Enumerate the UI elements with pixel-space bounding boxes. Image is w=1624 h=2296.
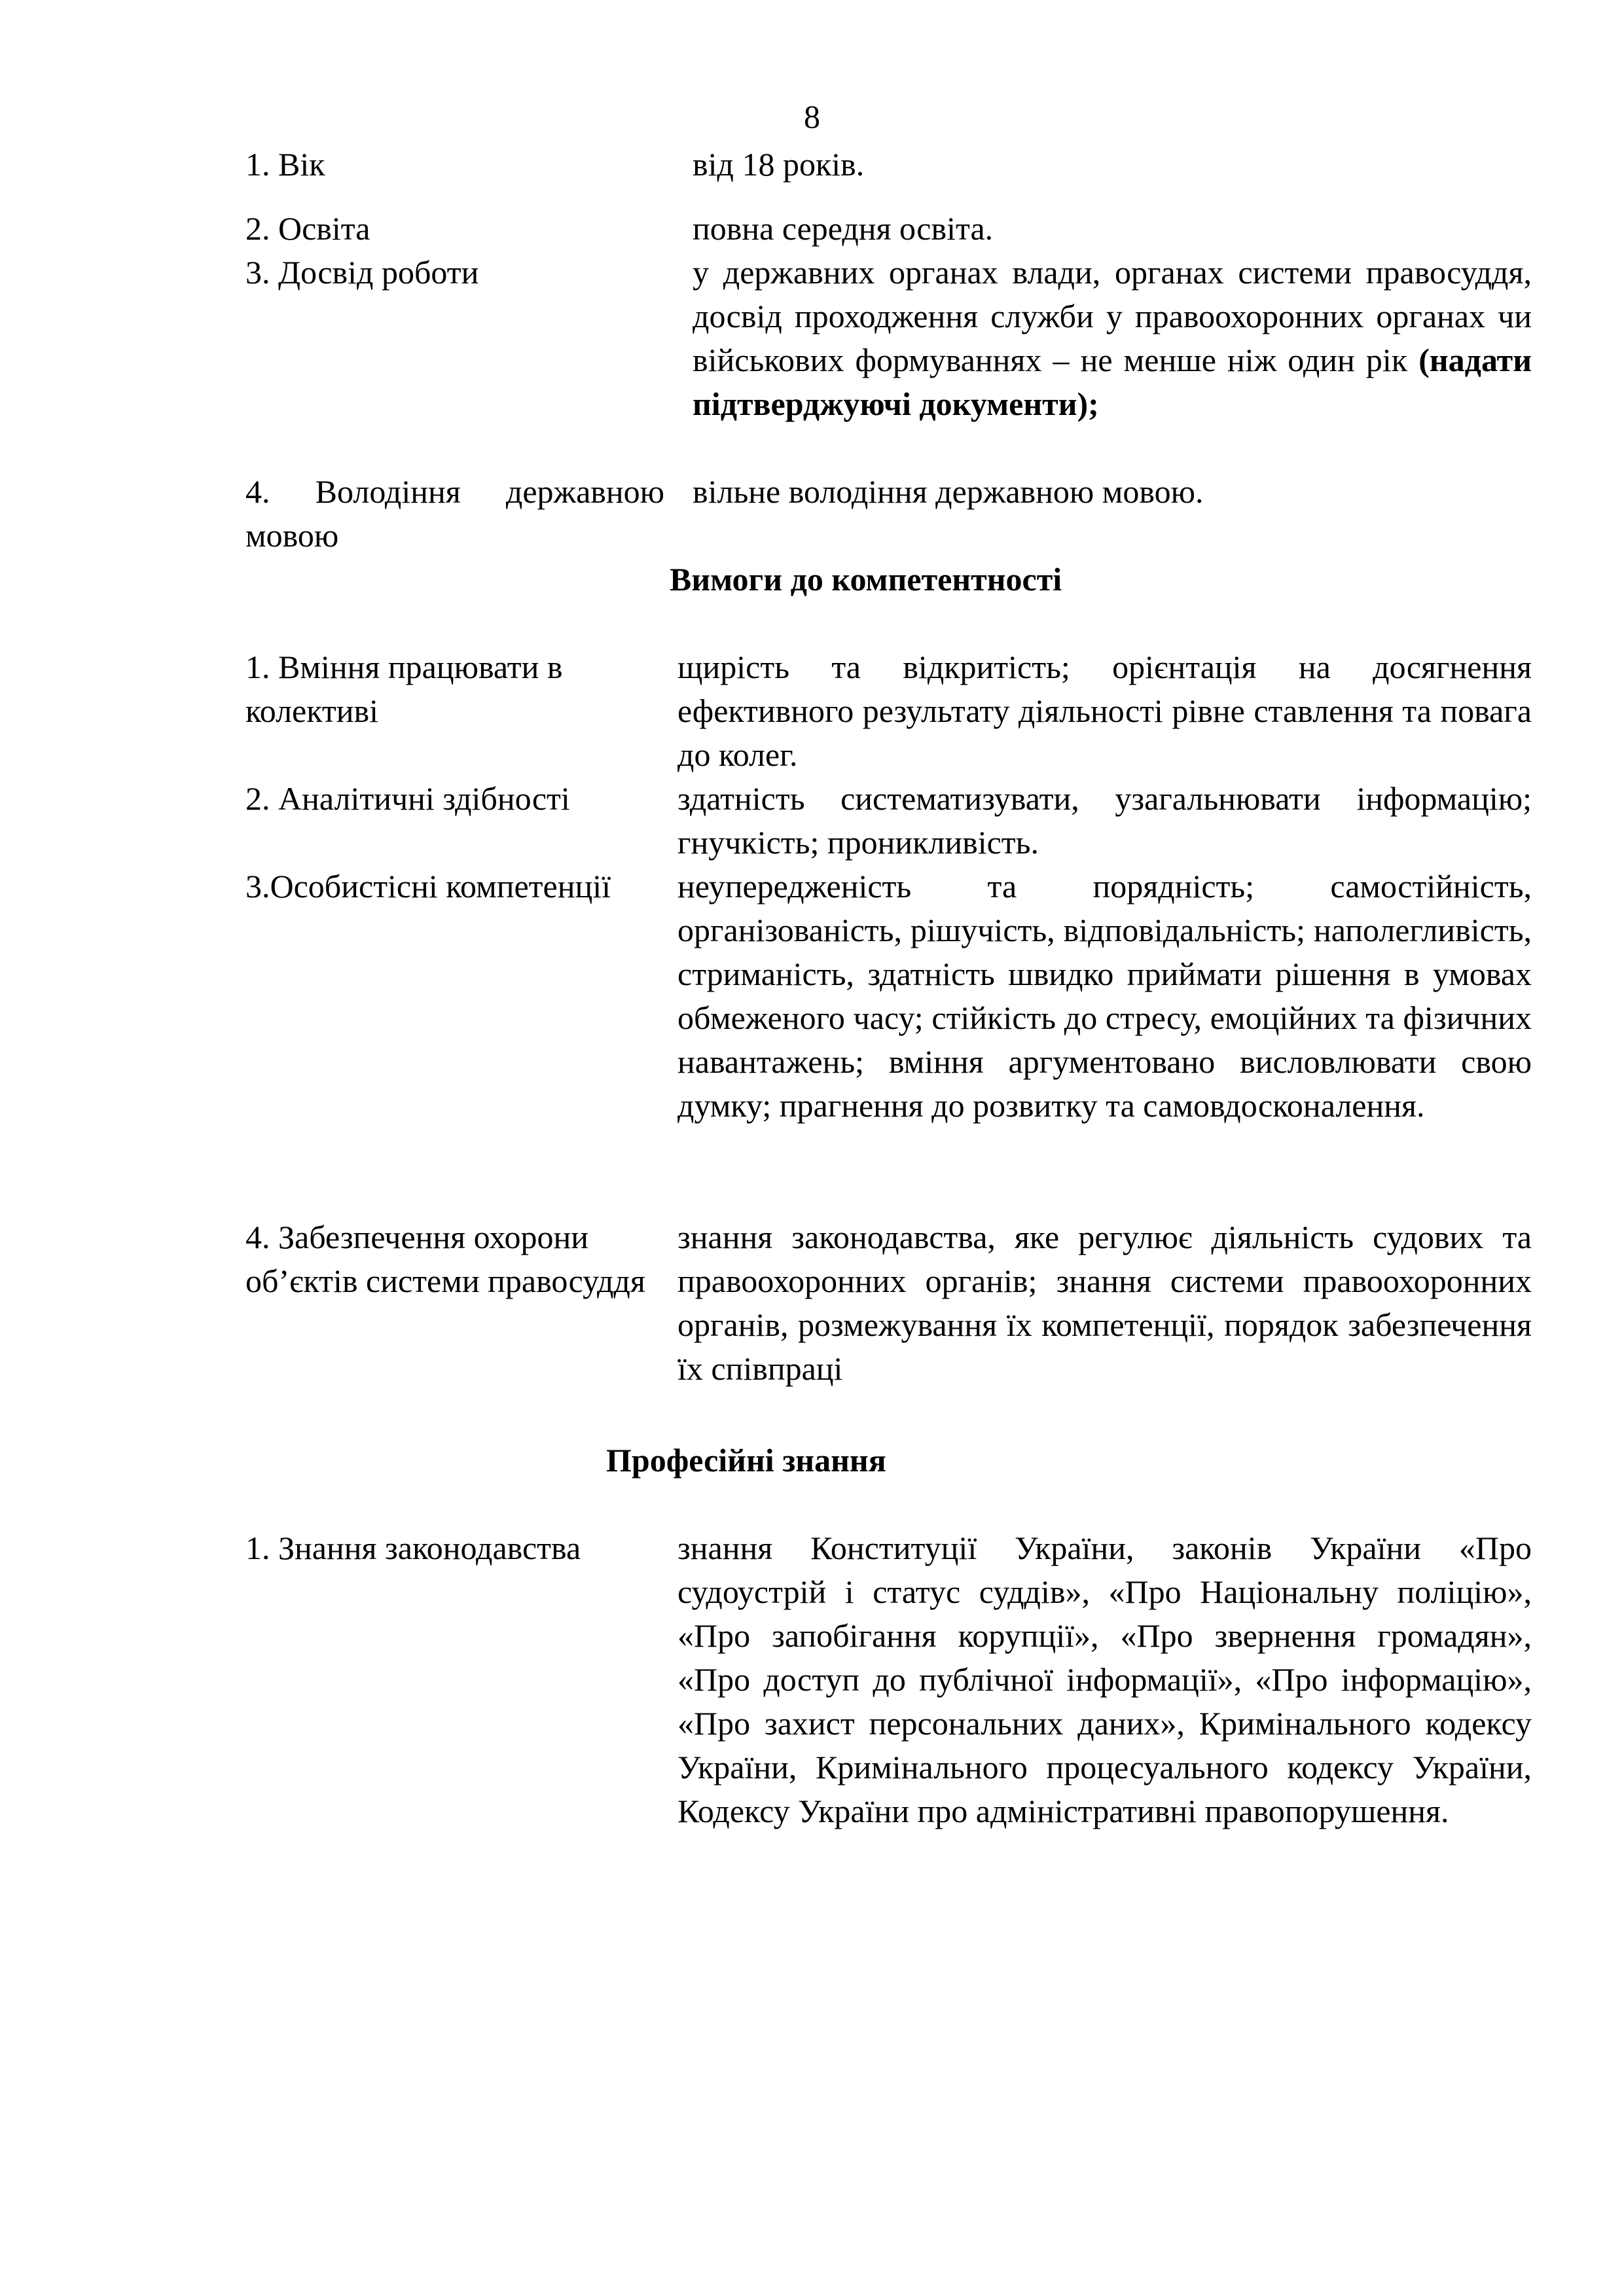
page-number: 8 [804,98,820,135]
requirement-label: 4. Володіння державною мовою [245,473,664,554]
competence-label: 2. Аналітичні здібності [245,780,570,817]
competence-heading: Вимоги до компетентності [670,561,1062,598]
requirement-label: 2. Освіта [245,210,370,247]
requirement-label: 3. Досвід роботи [245,254,479,291]
requirement-value: вільне володіння державною мовою. [693,473,1204,510]
requirement-value-text: у державних органах влади, органах системи правосуддя, досвід проходження служби у правоохоронних органах чи військових формуваннях – не менше ніж один рік [693,254,1532,378]
professional-heading: Професійні знання [606,1442,886,1479]
competence-value: знання законодавства, яке регулює діяльність судових та правоохоронних органів; знання системи правоохоронних органів, розмежування їх компетенції, порядок забезпечення їх співпраці [677,1219,1532,1387]
requirement-value: від 18 років. [693,146,865,183]
professional-value: знання Конституції України, законів України «Про судоустрій і статус суддів», «Про Національну поліцію», «Про запобігання корупції», «Про звернення громадян», «Про доступ до публічної інформації», «Про інформацію», «Про захист персональних даних», Кримінального кодексу України, Кримінального процесуального кодексу України, Кодексу України про адміністративні правопорушення. [677,1530,1532,1829]
requirement-value: повна середня освіта. [693,210,994,247]
competence-label: 1. Вміння працювати в колективі [245,649,563,729]
competence-label: 3.Особистісні компетенції [245,868,611,905]
competence-value: щирість та відкритість; орієнтація на досягнення ефективного результату діяльності рівне ставлення та повага до колег. [677,649,1532,773]
professional-label: 1. Знання законодавства [245,1530,581,1566]
requirement-value-bold: (надати підтверджуючі документи); [693,342,1532,422]
requirement-value [693,251,1532,426]
requirement-label: 1. Вік [245,146,325,183]
competence-label: 4. Забезпечення охорони об’єктів системи правосуддя [245,1219,645,1299]
competence-value: неупередженість та порядність; самостійність, організованість, рішучість, відповідальність; наполегливість, стриманість, здатність швидко приймати рішення в умовах обмеженого часу; стійкість до стресу, емоційних та фізичних навантажень; вміння аргументовано висловлювати свою думку; прагнення до розвитку та самовдосконалення. [677,868,1532,1124]
competence-value: здатність систематизувати, узагальнювати інформацію; гнучкість; проникливість. [677,780,1532,861]
